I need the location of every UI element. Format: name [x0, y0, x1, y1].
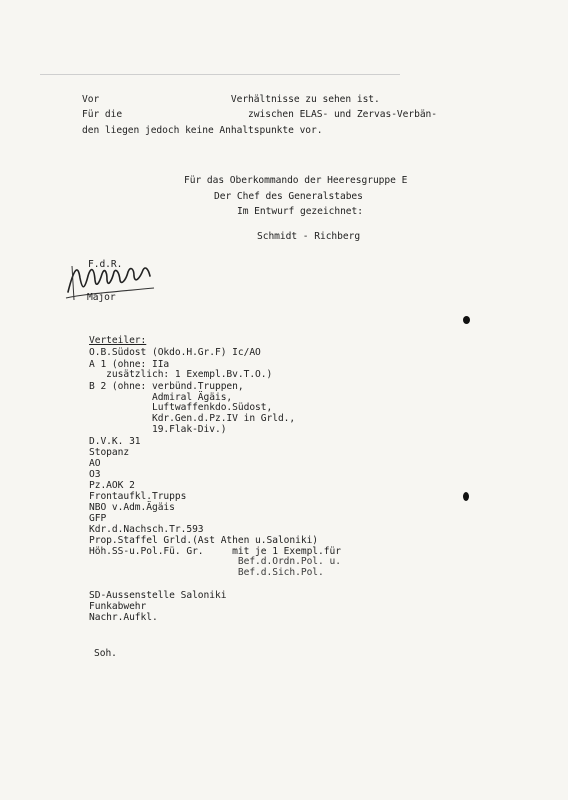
distribution-line: zusätzlich: 1 Exempl.Bv.T.O.): [89, 369, 273, 380]
distribution-line: Stopanz: [89, 447, 130, 458]
intro-line-3: den liegen jedoch keine Anhaltspunkte vor.: [82, 125, 323, 136]
distribution-line: NBO v.Adm.Ägäis: [89, 502, 175, 513]
intro-line-1: Vor Verhältnisse zu sehen ist.: [82, 94, 380, 105]
distribution-line: Pz.AOK 2: [89, 480, 135, 491]
signature-line-1: Für das Oberkommando der Heeresgruppe E: [184, 175, 408, 186]
scan-artifact-line: [40, 74, 400, 75]
distribution-line: Admiral Ägäis,: [89, 392, 233, 403]
distribution-line: GFP: [89, 513, 107, 524]
distribution-line: Höh.SS-u.Pol.Fü. Gr. mit je 1 Exempl.für: [89, 546, 341, 557]
fdr-label: F.d.R.: [88, 259, 123, 270]
distribution-line: A 1 (ohne: IIa: [89, 359, 170, 370]
signature-name: Schmidt - Richberg: [257, 231, 361, 242]
distribution-line: 19.Flak-Div.): [89, 424, 227, 435]
distribution-line: Bef.d.Ordn.Pol. u.: [89, 556, 341, 567]
signature-line-2: Der Chef des Generalstabes: [214, 191, 363, 202]
intro-line-2: Für die zwischen ELAS- und Zervas-Verbän-: [82, 109, 438, 120]
footer-initials: Soh.: [94, 648, 117, 659]
distribution-line: Frontaufkl.Trupps: [89, 491, 187, 502]
distribution-line: Nachr.Aufkl.: [89, 612, 158, 623]
distribution-line: O.B.Südost (Okdo.H.Gr.F) Ic/AO: [89, 347, 261, 358]
signature-line-3: Im Entwurf gezeichnet:: [237, 206, 363, 217]
distribution-line: O3: [89, 469, 101, 480]
distribution-line: Prop.Staffel Grld.(Ast Athen u.Saloniki): [89, 535, 319, 546]
distribution-heading: Verteiler:: [89, 335, 147, 346]
distribution-line: B 2 (ohne: verbünd.Truppen,: [89, 381, 244, 392]
major-rank: Major: [87, 292, 116, 303]
distribution-line: AO: [89, 458, 101, 469]
distribution-line: Kdr.Gen.d.Pz.IV in Grld.,: [89, 413, 296, 424]
distribution-line: Bef.d.Sich.Pol.: [89, 567, 324, 578]
distribution-line: Kdr.d.Nachsch.Tr.593: [89, 524, 204, 535]
distribution-line: Funkabwehr: [89, 601, 147, 612]
distribution-line: D.V.K. 31: [89, 436, 141, 447]
distribution-line: Luftwaffenkdo.Südost,: [89, 402, 273, 413]
distribution-line: SD-Aussenstelle Saloniki: [89, 590, 227, 601]
punch-mark-icon: [463, 492, 469, 501]
punch-mark-icon: [463, 316, 470, 324]
